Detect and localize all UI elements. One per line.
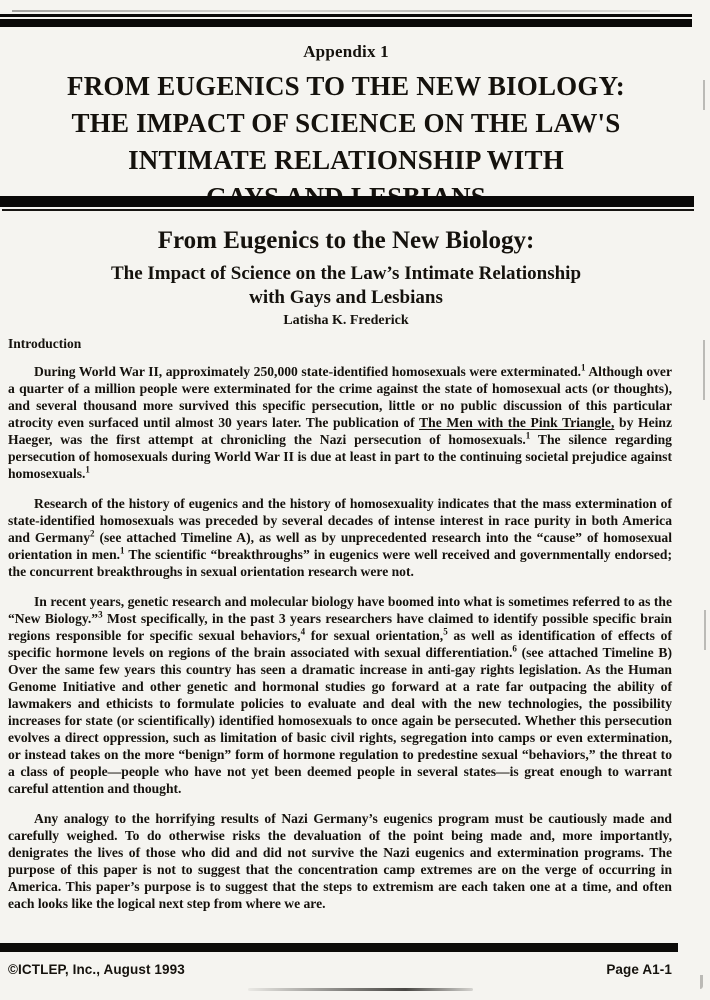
footer-page-number: Page A1-1 <box>606 961 672 977</box>
article-subtitle-line-2: with Gays and Lesbians <box>249 287 443 308</box>
document-title-line-3: INTIMATE RELATIONSHIP WITH <box>128 145 564 175</box>
scan-artifact-edge-mark <box>700 975 703 989</box>
scan-artifact-top-smudge <box>12 10 660 12</box>
paragraph-4: Any analogy to the horrifying results of Nazi Germany’s eugenics program must be cautiously made and carefully weighed. To do otherwise risks the devaluation of the point being made and, more importantly, denigrates the lives of those who did and did not survive the Nazi eugenics and extermination programs. The purpose of this paper is not to suggest that the concentration camp extremes are on the verge of occurring in America. This paper’s purpose is to suggest that the steps to extremism are each taken one at a time, and often each looks like the logical next step from where we are. <box>8 811 672 911</box>
top-rule <box>0 14 692 27</box>
article-subtitle-line-1: The Impact of Science on the Law’s Intimate Relationship <box>110 263 582 284</box>
paragraph-2: Research of the history of eugenics and the history of homosexuality indicates that the mass extermination of state-identified homosexuals was preceded by several decades of intense interest in race purity in both America and Germany$^2$ (see attached Timeline A), as well as by unprecedented research into the “cause” of homosexual orientation in men.$^1$ The scientific “breakthroughs” in eugenics were well received and governmentally endorsed; the concurrent breakthroughs in sexual orientation research were not. <box>8 496 672 579</box>
scan-artifact-edge-mark <box>703 340 705 400</box>
footer-rule <box>0 943 678 952</box>
paragraph-1: During World War II, approximately 250,000 state-identified homosexuals were exterminated.$^1$ Although over a quarter of a million people were exterminated for the crime against the state of homosexual acts (or thoughts), and several thousand more survived this specific persecution, little or no public discussion of this particular atrocity even surfaced until almost 30 years later. The publication of The Men with the Pink Triangle, by Heinz Haeger, was the first attempt at chronicling the Nazi persecution of homosexuals.$^1$ The silence regarding persecution of homosexuals during World War II is due at least in part to the continuing societal prejudice against homosexuals.$^1$ <box>8 362 672 481</box>
section-heading-introduction: Introduction <box>8 336 82 351</box>
scan-artifact-bottom-smudge <box>248 988 473 991</box>
article-subtitle <box>0 262 692 310</box>
document-header <box>0 42 692 216</box>
article-body <box>8 336 672 925</box>
scan-artifact-edge-mark <box>703 80 705 110</box>
document-title-line-2: THE IMPACT OF SCIENCE ON THE LAW'S <box>71 108 621 138</box>
page-footer <box>8 960 672 978</box>
appendix-label: Appendix 1 <box>303 42 389 61</box>
article-header <box>0 226 692 329</box>
footer-copyright: ©ICTLEP, Inc., August 1993 <box>8 961 185 977</box>
paragraph-3: In recent years, genetic research and molecular biology have boomed into what is sometimes referred to as the “New Biology.”$^3$ Most specifically, in the past 3 years researchers have claimed to identify possible specific brain regions responsible for specific sexual behaviors,$^4$ for sexual orientation,$^5$ as well as identification of effects of specific hormone levels on regions of the brain associated with sexual differentiation.$^6$ (see attached Timeline B) Over the same few years this country has seen a dramatic increase in anti-gay rights legislation. As the Human Genome Initiative and other genetic and hormonal studies go forward at a rate far outpacing the ability of lawmakers and ethicists to formulate policies to evaluate and deal with the new technologies, the possibility increases for state (or scientifically) identified homosexuals to once again be persecuted. Whether this persecution evolves a direct oppression, such as limitation of basic civil rights, segregation into camps or even extermination, or instead takes on the more “benign” form of hormone regulation to predestine sexual “behaviors,” the threat to a class of people—people who have not yet been deemed people in several states—is great enough to warrant careful attention and thought. <box>8 594 672 796</box>
divider-thick-line <box>0 196 694 207</box>
scan-artifact-edge-mark <box>704 610 706 650</box>
article-author: Latisha K. Frederick <box>283 313 409 328</box>
title-divider-rule <box>0 196 694 212</box>
document-title <box>0 68 692 216</box>
document-title-line-1: FROM EUGENICS TO THE NEW BIOLOGY: <box>67 71 625 101</box>
divider-thin-line <box>2 209 694 211</box>
article-title: From Eugenics to the New Biology: <box>157 227 535 254</box>
